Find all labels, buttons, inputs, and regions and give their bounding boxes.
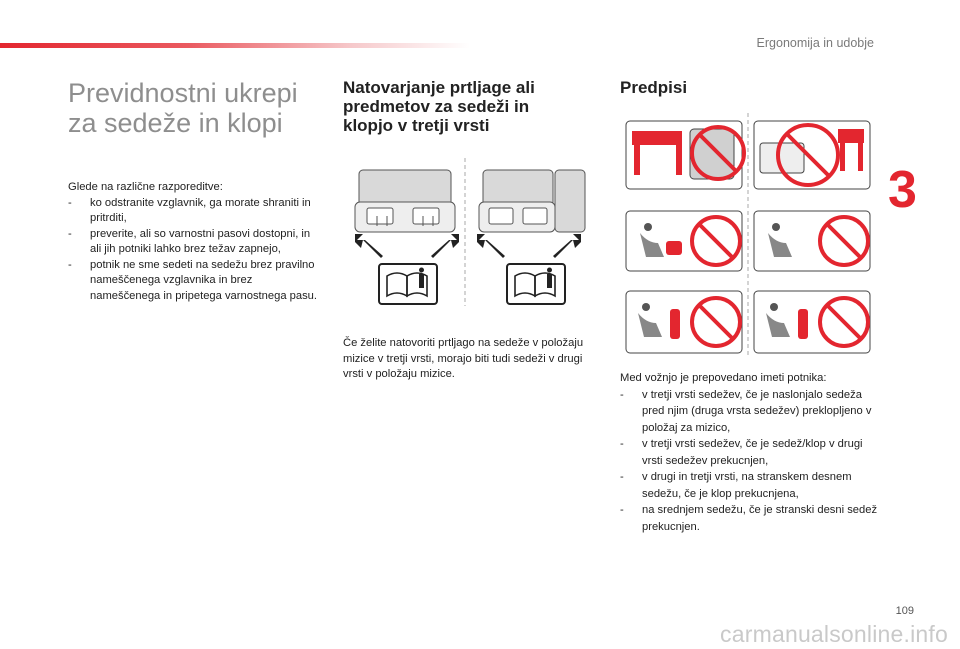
intro-text: Med vožnjo je prepovedano imeti potnika: xyxy=(620,372,827,384)
list-item: - v drugi in tretji vrsti, na stranskem desnem sedežu, če je klop prekucnjena, xyxy=(620,469,878,502)
list-item: - potnik ne sme sedeti na sedežu brez pravilno nameščenega vzglavnika in brez nameščenega in pripetega varnostnega pasu. xyxy=(68,258,323,305)
regulations-text xyxy=(620,370,878,535)
list-item: - na srednjem sedežu, če je stranski desni sedež prekucnjen. xyxy=(620,502,878,535)
title-line: predmetov za sedeži in xyxy=(343,97,530,116)
precautions-list xyxy=(68,196,323,305)
panel-row3-left xyxy=(626,291,742,353)
seat-bench-right xyxy=(479,170,585,232)
title-line: za sedeže in klopi xyxy=(68,108,283,138)
list-item: - v tretji vrsti sedežev, če je sedež/klop v drugi vrsti sedežev prekucnjen, xyxy=(620,436,878,469)
precautions-text xyxy=(68,180,323,304)
section-title: Ergonomija in udobje xyxy=(756,36,874,50)
panel-row1-left xyxy=(626,121,744,189)
seat-bench-left xyxy=(355,170,455,232)
regulations-list xyxy=(620,387,878,536)
header-accent-bar xyxy=(0,43,470,48)
luggage-body-text: Če želite natovoriti prtljago na sedeže v položaju mizice v tretji vrsti, morajo biti tudi sedeži v drugi vrsti v položaju mizice. xyxy=(343,337,584,380)
arrow-icon xyxy=(355,234,581,258)
panel-row1-right xyxy=(754,121,870,189)
page-number: 109 xyxy=(895,605,914,617)
chapter-number: 3 xyxy=(888,161,917,219)
precautions-title xyxy=(68,78,318,138)
watermark: carmanualsonline.info xyxy=(720,621,948,647)
seats-folded-illustration xyxy=(347,156,597,316)
title-line: Natovarjanje prtljage ali xyxy=(343,78,535,97)
title-line: Previdnostni ukrepi xyxy=(68,78,298,108)
list-item: - v tretji vrsti sedežev, če je naslonjalo sedeža pred njim (druga vrsta sedežev) preklopljeno v položaj za mizico, xyxy=(620,387,878,437)
panel-row2-left xyxy=(626,211,742,271)
panel-row2-right xyxy=(754,211,870,271)
regulations-title: Predpisi xyxy=(620,78,688,97)
luggage-title xyxy=(343,78,583,135)
manual-book-icon xyxy=(507,264,565,304)
panel-row3-right xyxy=(754,291,870,353)
title-line: klopjo v tretji vrsti xyxy=(343,116,490,135)
intro-text: Glede na različne razporeditve: xyxy=(68,181,223,193)
list-item: - ko odstranite vzglavnik, ga morate shraniti in pritrditi, xyxy=(68,196,323,227)
manual-book-icon xyxy=(379,264,437,304)
list-item: - preverite, ali so varnostni pasovi dostopni, in ali jih potniki lahko brez težav zapnejo, xyxy=(68,227,323,258)
prohibited-seating-illustration xyxy=(620,113,876,359)
